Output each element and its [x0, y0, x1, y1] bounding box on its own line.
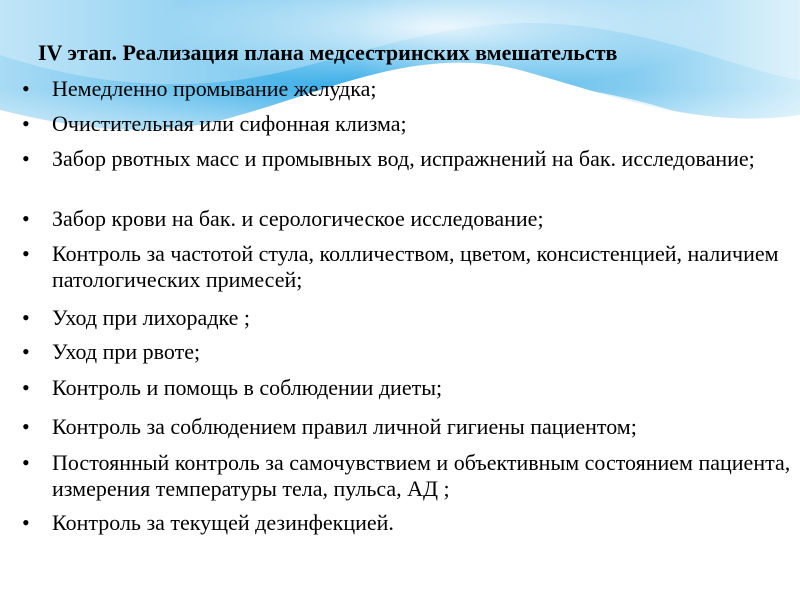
bullet-icon: • — [22, 414, 30, 439]
list-item-6 — [22, 305, 792, 331]
list-item-4 — [22, 206, 792, 232]
slide-title: IV этап. Реализация плана медсестринских вмешательств — [38, 40, 618, 65]
list-item-text: Контроль за текущей дезинфекцией. — [52, 510, 394, 535]
list-item-text: Уход при рвоте; — [52, 339, 201, 364]
bullet-icon: • — [22, 510, 30, 535]
list-item-text: Забор рвотных масс и промывных вод, испражнений на бак. исследование; — [52, 146, 755, 171]
bullet-icon: • — [22, 146, 30, 171]
list-item-text: Немедленно промывание желудка; — [52, 76, 377, 101]
bullet-icon: • — [22, 450, 30, 475]
bullet-icon: • — [22, 241, 30, 266]
list-item-text: Очистительная или сифонная клизма; — [52, 111, 407, 136]
bullet-icon: • — [22, 339, 30, 364]
bullet-icon: • — [22, 206, 30, 231]
list-item-5 — [22, 241, 792, 293]
list-item-text: Контроль и помощь в соблюдении диеты; — [52, 375, 443, 400]
list-item-7 — [22, 339, 792, 365]
bullet-icon: • — [22, 76, 30, 101]
list-item-3 — [22, 146, 792, 172]
list-item-9 — [22, 414, 792, 440]
list-item-text: Постоянный контроль за самочувствием и объективным состоянием пациента, измерения температуры тела, пульса, АД ; — [52, 450, 791, 501]
list-item-1 — [22, 76, 792, 102]
list-item-text: Контроль за частотой стула, колличеством, цветом, консистенцией, наличием патологических примесей; — [52, 241, 779, 292]
list-item-2 — [22, 111, 792, 137]
list-item-text: Забор крови на бак. и серологическое исследование; — [52, 206, 544, 231]
list-item-10 — [22, 450, 792, 502]
list-item-11 — [22, 510, 792, 536]
list-item-text: Уход при лихорадке ; — [52, 305, 251, 330]
bullet-icon: • — [22, 305, 30, 330]
bullet-icon: • — [22, 375, 30, 400]
list-item-8 — [22, 375, 792, 401]
bullet-icon: • — [22, 111, 30, 136]
list-item-text: Контроль за соблюдением правил личной гигиены пациентом; — [52, 414, 637, 439]
